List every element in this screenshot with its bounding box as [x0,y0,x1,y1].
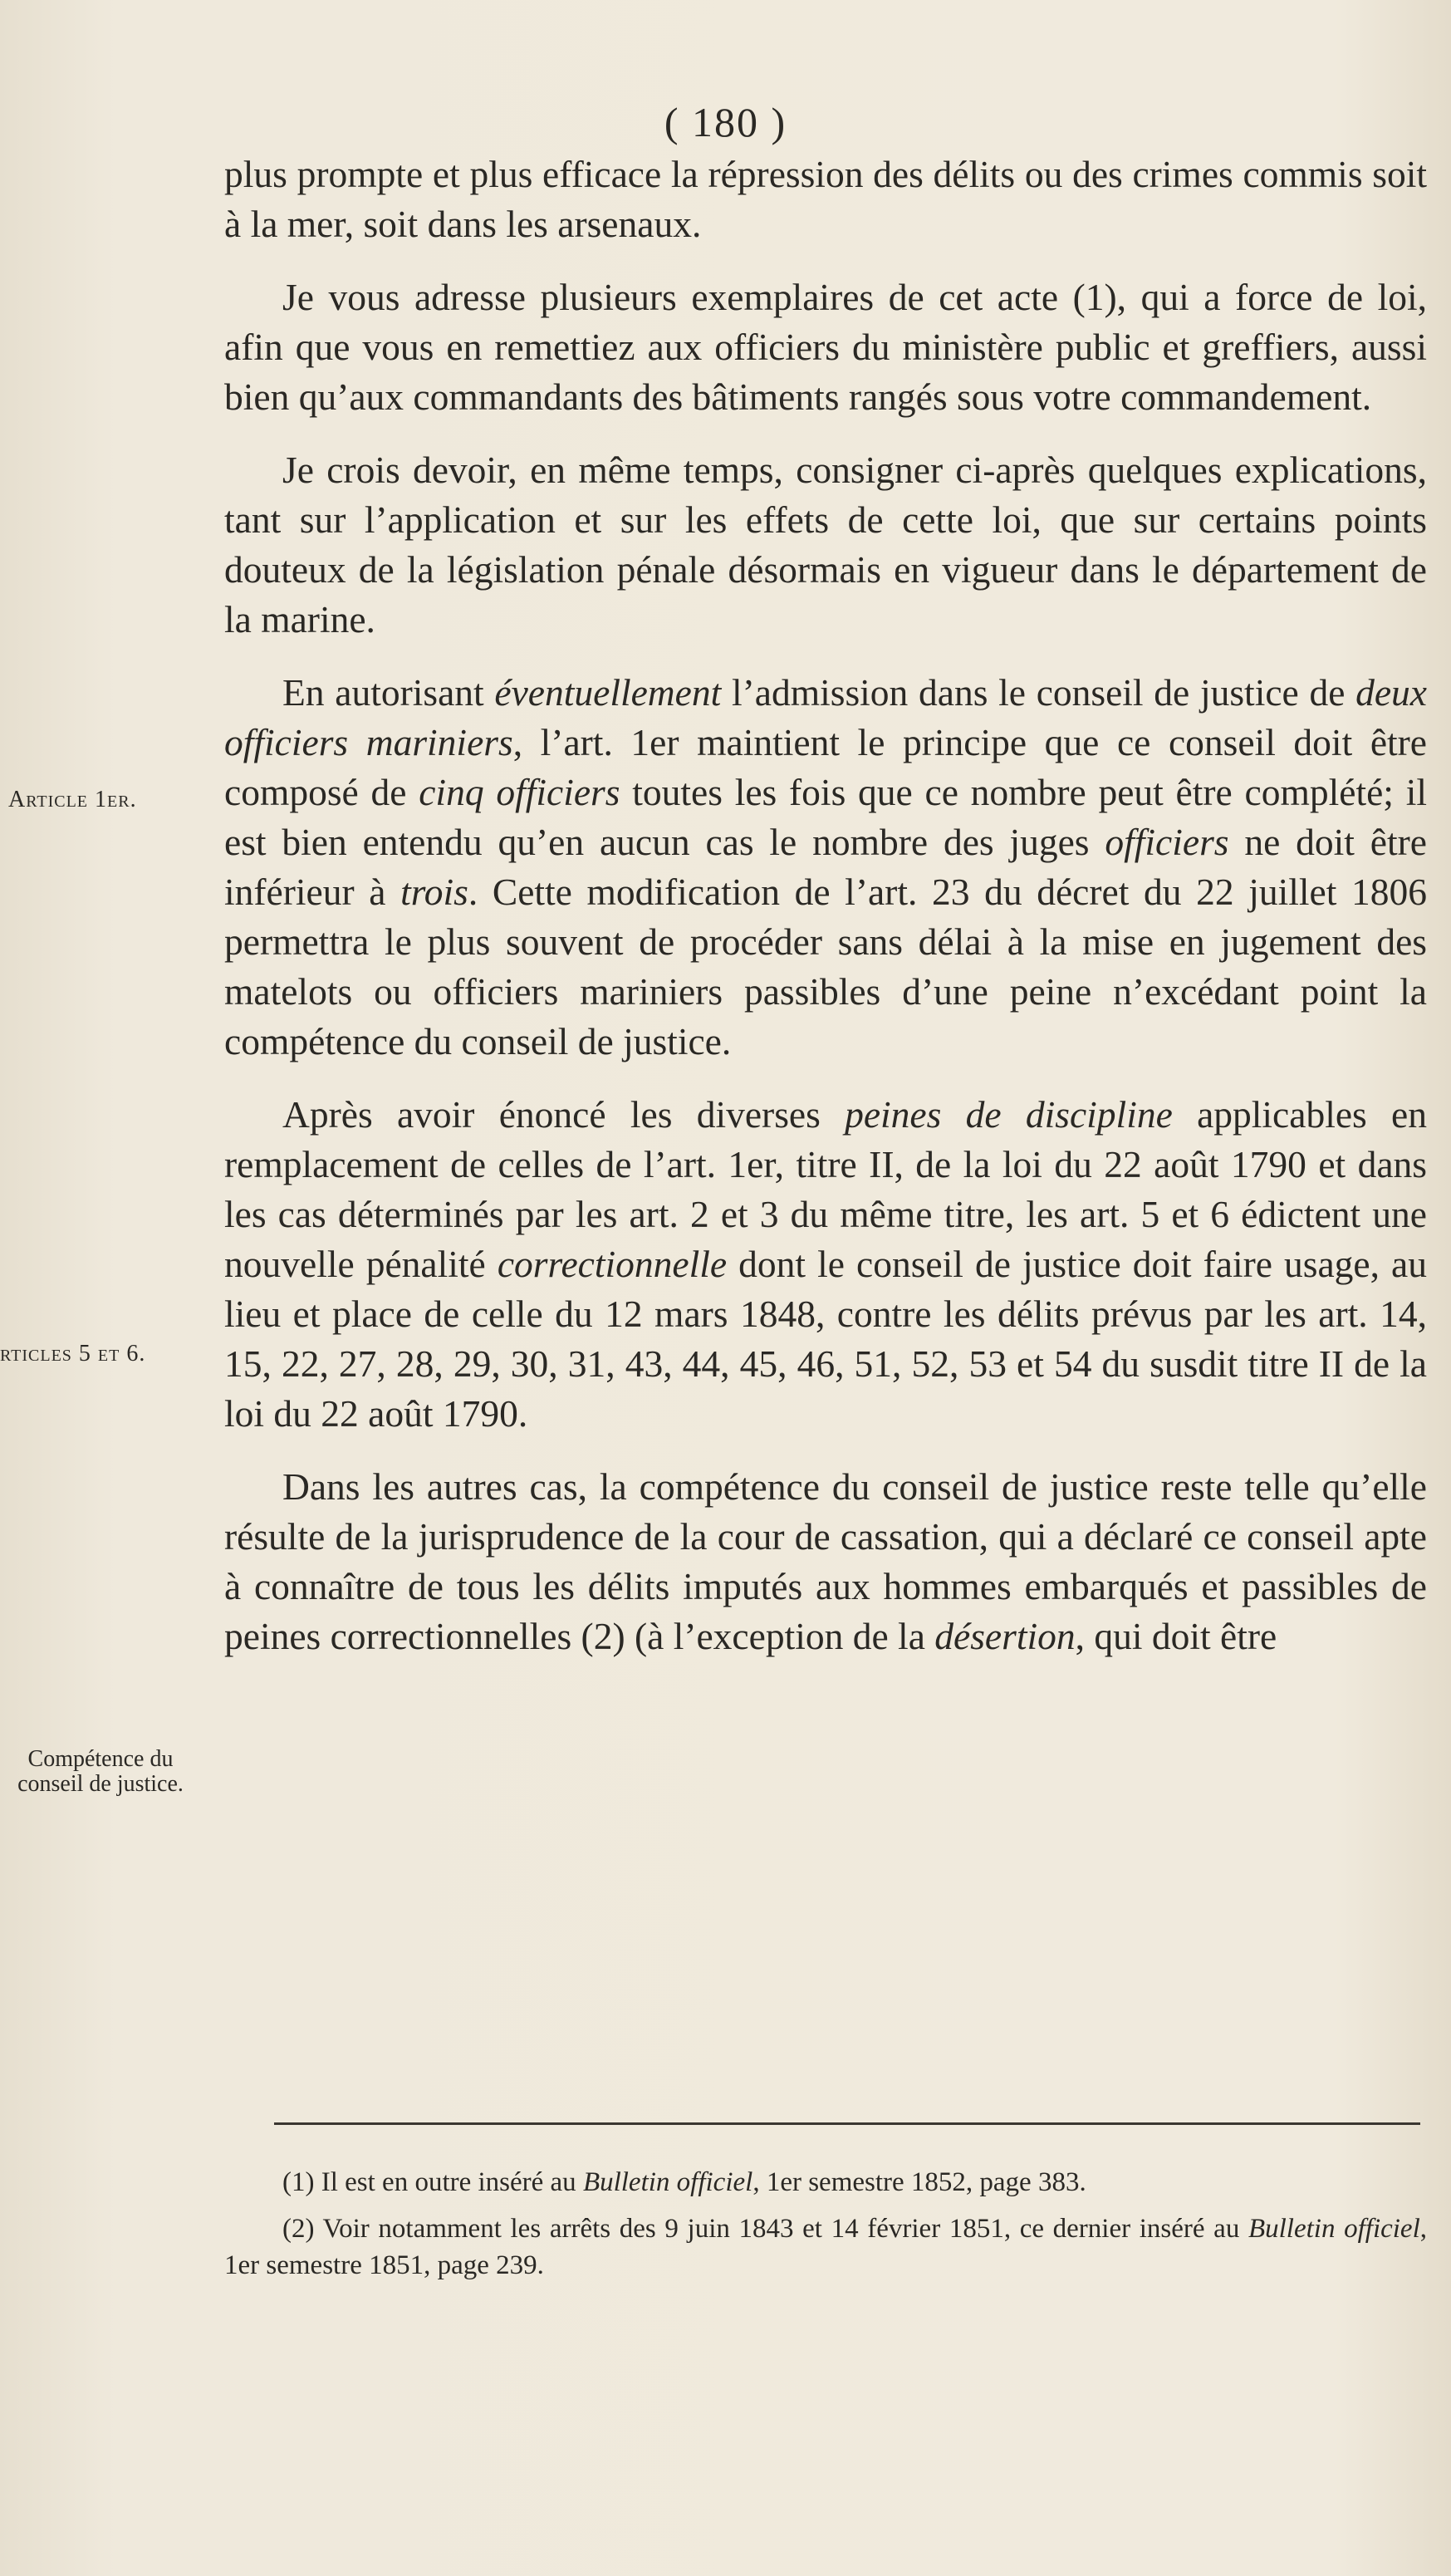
paragraph-explanations: Je crois devoir, en même temps, consigner ci-après quelques explications, tant sur l’application et sur les effets de cette loi, que sur certains points douteux de la législation pénale désormais en vigueur dans le département de la marine. [224,449,1427,640]
footnote-rule [274,2122,1420,2125]
footnotes [224,2164,1427,2294]
footnote-1: (1) Il est en outre inséré au Bulletin officiel, 1er semestre 1852, page 383. [282,2167,1086,2197]
paragraph-continuation: plus prompte et plus efficace la répression des délits ou des crimes commis soit à la mer, soit dans les arsenaux. [224,153,1427,245]
footnote-2: (2) Voir notamment les arrêts des 9 juin 1843 et 14 février 1851, ce dernier inséré au Bulletin officiel, 1er semestre 1851, page 239. [224,2214,1427,2280]
paragraph-copies: Je vous adresse plusieurs exemplaires de cet acte (1), qui a force de loi, afin que vous en remettiez aux officiers du ministère public et greffiers, aussi bien qu’aux commandants des bâtiments rangés sous votre commandement. [224,276,1427,418]
margin-note-articles-5-6: rticles 5 et 6. [0,1341,146,1367]
margin-note-competence: Compétence du conseil de justice. [17,1746,184,1797]
page-number: ( 180 ) [664,99,787,145]
margin-note-article-1: Article 1er. [8,787,137,812]
paragraph-article-1: En autorisant éventuellement l’admission dans le conseil de justice de deux officiers mariniers, l’art. 1er maintient le principe que ce conseil doit être composé de cinq officiers toutes les fois que ce nombre peut être complété; il est bien entendu qu’en aucun cas le nombre des juges officiers ne doit être inférieur à trois. Cette modification de l’art. 23 du décret du 22 juillet 1806 permettra le plus souvent de procéder sans délai à la mise en jugement des matelots ou officiers mariniers passibles d’une peine n’excédant point la compétence du conseil de justice. [224,671,1427,1062]
main-text [224,150,1427,1685]
paragraph-articles-5-6: Après avoir énoncé les diverses peines de discipline applicables en remplacement de celles de l’art. 1er, titre II, de la loi du 22 août 1790 et dans les cas déterminés par les art. 2 et 3 du même titre, les art. 5 et 6 édictent une nouvelle pénalité correctionnelle dont le conseil de justice doit faire usage, au lieu et place de celle du 12 mars 1848, contre les délits prévus par les art. 14, 15, 22, 27, 28, 29, 30, 31, 43, 44, 45, 46, 51, 52, 53 et 54 du susdit titre II de la loi du 22 août 1790. [224,1093,1428,1435]
paragraph-competence: Dans les autres cas, la compétence du conseil de justice reste telle qu’elle résulte de la jurisprudence de la cour de cassation, qui a déclaré ce conseil apte à connaître de tous les délits imputés aux hommes embarqués et passibles de peines correctionnelles (2) (à l’exception de la désertion, qui doit être [224,1465,1427,1657]
